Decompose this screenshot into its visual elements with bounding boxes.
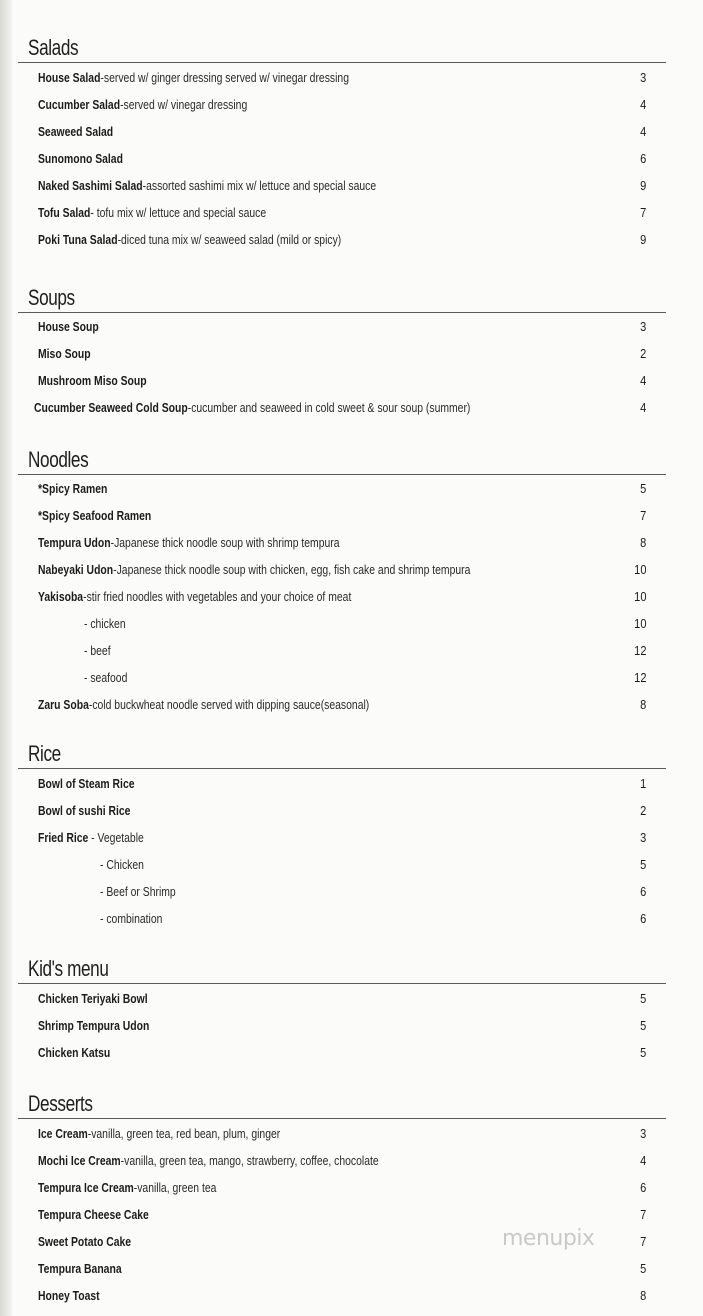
page-edge-shadow	[0, 0, 12, 1316]
item-name: Shrimp Tempura Udon	[38, 1018, 150, 1033]
menu-subitem	[14, 613, 666, 635]
item-price: 4	[639, 373, 646, 388]
item-price: 5	[639, 991, 646, 1006]
menu-item	[14, 1015, 666, 1037]
menu-subitem	[14, 881, 666, 903]
menu-item	[14, 1150, 666, 1172]
item-name: Bowl of Steam Rice	[38, 776, 135, 791]
item-name: Chicken Katsu	[38, 1045, 111, 1060]
item-price: 2	[639, 346, 646, 361]
item-price: 3	[639, 319, 646, 334]
item-price: 5	[639, 481, 646, 496]
item-name: Cucumber Salad	[38, 97, 121, 112]
section-divider	[18, 474, 666, 475]
section-kids-menu	[14, 955, 666, 1060]
item-name: Fried Rice	[38, 830, 89, 845]
item-price: 7	[639, 205, 646, 220]
menu-item	[14, 586, 666, 608]
item-price: 12	[633, 670, 646, 685]
menu-subitem	[14, 854, 666, 876]
menu-item	[14, 316, 666, 338]
item-price: 9	[639, 232, 646, 247]
item-name: Tempura Banana	[38, 1261, 122, 1276]
item-desc: -vanilla, green tea, red bean, plum, ginger	[87, 1126, 281, 1141]
item-price: 4	[639, 1153, 646, 1168]
item-name: Poki Tuna Salad	[38, 232, 118, 247]
item-desc: -diced tuna mix w/ seaweed salad (mild or spicy)	[117, 232, 342, 247]
item-desc: -served w/ ginger dressing served w/ vinegar dressing	[100, 70, 349, 85]
item-desc: -cucumber and seaweed in cold sweet & sour soup (summer)	[187, 400, 471, 415]
section-salads	[14, 34, 666, 247]
item-price: 7	[639, 1234, 646, 1249]
menu-item	[14, 988, 666, 1010]
item-price: 3	[639, 830, 646, 845]
section-title: Soups	[28, 285, 75, 310]
section-rice	[14, 740, 666, 926]
item-name: Sunomono Salad	[38, 151, 123, 166]
section-divider	[18, 983, 666, 984]
menu-item	[14, 175, 666, 197]
item-name: House Soup	[38, 319, 99, 334]
watermark-logo: menupix	[502, 1226, 595, 1251]
item-desc: -stir fried noodles with vegetables and your choice of meat	[83, 589, 352, 604]
item-name: Mushroom Miso Soup	[38, 373, 147, 388]
item-price: 3	[639, 1126, 646, 1141]
item-price: 6	[639, 884, 646, 899]
item-name: Naked Sashimi Salad	[38, 178, 143, 193]
item-price: 5	[639, 1045, 646, 1060]
menu-item	[14, 121, 666, 143]
section-noodles	[14, 446, 666, 712]
item-name: Seaweed Salad	[38, 124, 114, 139]
menu-item	[14, 229, 666, 251]
menu-item	[14, 1285, 666, 1307]
item-name: Cucumber Seaweed Cold Soup	[34, 400, 188, 415]
item-desc: - combination	[100, 911, 163, 926]
item-name: House Salad	[38, 70, 101, 85]
menu-item	[14, 532, 666, 554]
section-title: Desserts	[28, 1091, 93, 1116]
section-soups	[14, 284, 666, 415]
menu-subitem	[14, 640, 666, 662]
item-name: Mochi Ice Cream	[38, 1153, 121, 1168]
item-desc: -assorted sashimi mix w/ lettuce and special sauce	[142, 178, 377, 193]
item-desc: - seafood	[84, 670, 128, 685]
item-price: 5	[639, 857, 646, 872]
item-price: 5	[639, 1261, 646, 1276]
item-price: 7	[639, 508, 646, 523]
item-name: Tempura Cheese Cake	[38, 1207, 149, 1222]
item-price: 6	[639, 911, 646, 926]
section-divider	[18, 62, 666, 63]
menu-item	[14, 148, 666, 170]
item-desc: -Japanese thick noodle soup with shrimp tempura	[110, 535, 340, 550]
item-desc: -vanilla, green tea	[133, 1180, 217, 1195]
item-price: 10	[633, 616, 646, 631]
item-name: Zaru Soba	[38, 697, 89, 712]
menu-subitem	[14, 667, 666, 689]
item-desc: - chicken	[84, 616, 126, 631]
item-price: 3	[639, 70, 646, 85]
item-name: *Spicy Ramen	[38, 481, 108, 496]
item-price: 12	[633, 643, 646, 658]
item-price: 10	[633, 562, 646, 577]
menu-item	[14, 800, 666, 822]
menu-item	[14, 397, 666, 419]
item-price: 8	[639, 697, 646, 712]
menu-item	[14, 559, 666, 581]
item-name: Tempura Ice Cream	[38, 1180, 134, 1195]
item-name: Nabeyaki Udon	[38, 562, 114, 577]
item-desc: - Vegetable	[88, 830, 144, 845]
item-price: 7	[639, 1207, 646, 1222]
menu-item	[14, 773, 666, 795]
item-price: 5	[639, 1018, 646, 1033]
item-name: Ice Cream	[38, 1126, 88, 1141]
item-name: Tofu Salad	[38, 205, 91, 220]
menu-item	[14, 827, 666, 849]
item-desc: -cold buckwheat noodle served with dipping sauce(seasonal)	[88, 697, 370, 712]
item-name: *Spicy Seafood Ramen	[38, 508, 152, 523]
item-name: Tempura Udon	[38, 535, 111, 550]
menu-subitem	[14, 908, 666, 930]
item-desc: - Beef or Shrimp	[100, 884, 176, 899]
item-desc: - Chicken	[100, 857, 144, 872]
item-price: 8	[639, 535, 646, 550]
menu-item	[14, 694, 666, 716]
item-price: 2	[639, 803, 646, 818]
menu-item	[14, 1258, 666, 1280]
item-price: 8	[639, 1288, 646, 1303]
item-desc: - beef	[84, 643, 111, 658]
item-price: 4	[639, 400, 646, 415]
menu-item	[14, 478, 666, 500]
menu-item	[14, 67, 666, 89]
item-desc: - tofu mix w/ lettuce and special sauce	[90, 205, 267, 220]
section-title: Kid's menu	[28, 956, 109, 981]
menu-item	[14, 370, 666, 392]
item-desc: -Japanese thick noodle soup with chicken, egg, fish cake and shrimp tempura	[113, 562, 471, 577]
item-name: Bowl of sushi Rice	[38, 803, 131, 818]
menu-item	[14, 1123, 666, 1145]
item-desc: -vanilla, green tea, mango, strawberry, coffee, chocolate	[120, 1153, 379, 1168]
section-title: Noodles	[28, 447, 89, 472]
menu-item	[14, 343, 666, 365]
section-title: Salads	[28, 35, 79, 60]
item-price: 10	[633, 589, 646, 604]
item-price: 4	[639, 97, 646, 112]
item-name: Chicken Teriyaki Bowl	[38, 991, 148, 1006]
item-name: Yakisoba	[38, 589, 84, 604]
section-title: Rice	[28, 741, 61, 766]
item-price: 6	[639, 1180, 646, 1195]
menu-item	[14, 1177, 666, 1199]
menu-item	[14, 505, 666, 527]
section-divider	[18, 312, 666, 313]
item-price: 1	[639, 776, 646, 791]
menu-item	[14, 1204, 666, 1226]
menu-item	[14, 1042, 666, 1064]
item-price: 4	[639, 124, 646, 139]
section-divider	[18, 1118, 666, 1119]
item-price: 9	[639, 178, 646, 193]
section-divider	[18, 768, 666, 769]
item-name: Sweet Potato Cake	[38, 1234, 132, 1249]
item-price: 6	[639, 151, 646, 166]
menu-item	[14, 202, 666, 224]
item-name: Honey Toast	[38, 1288, 100, 1303]
item-name: Miso Soup	[38, 346, 91, 361]
menu-item	[14, 94, 666, 116]
item-desc: -served w/ vinegar dressing	[120, 97, 248, 112]
